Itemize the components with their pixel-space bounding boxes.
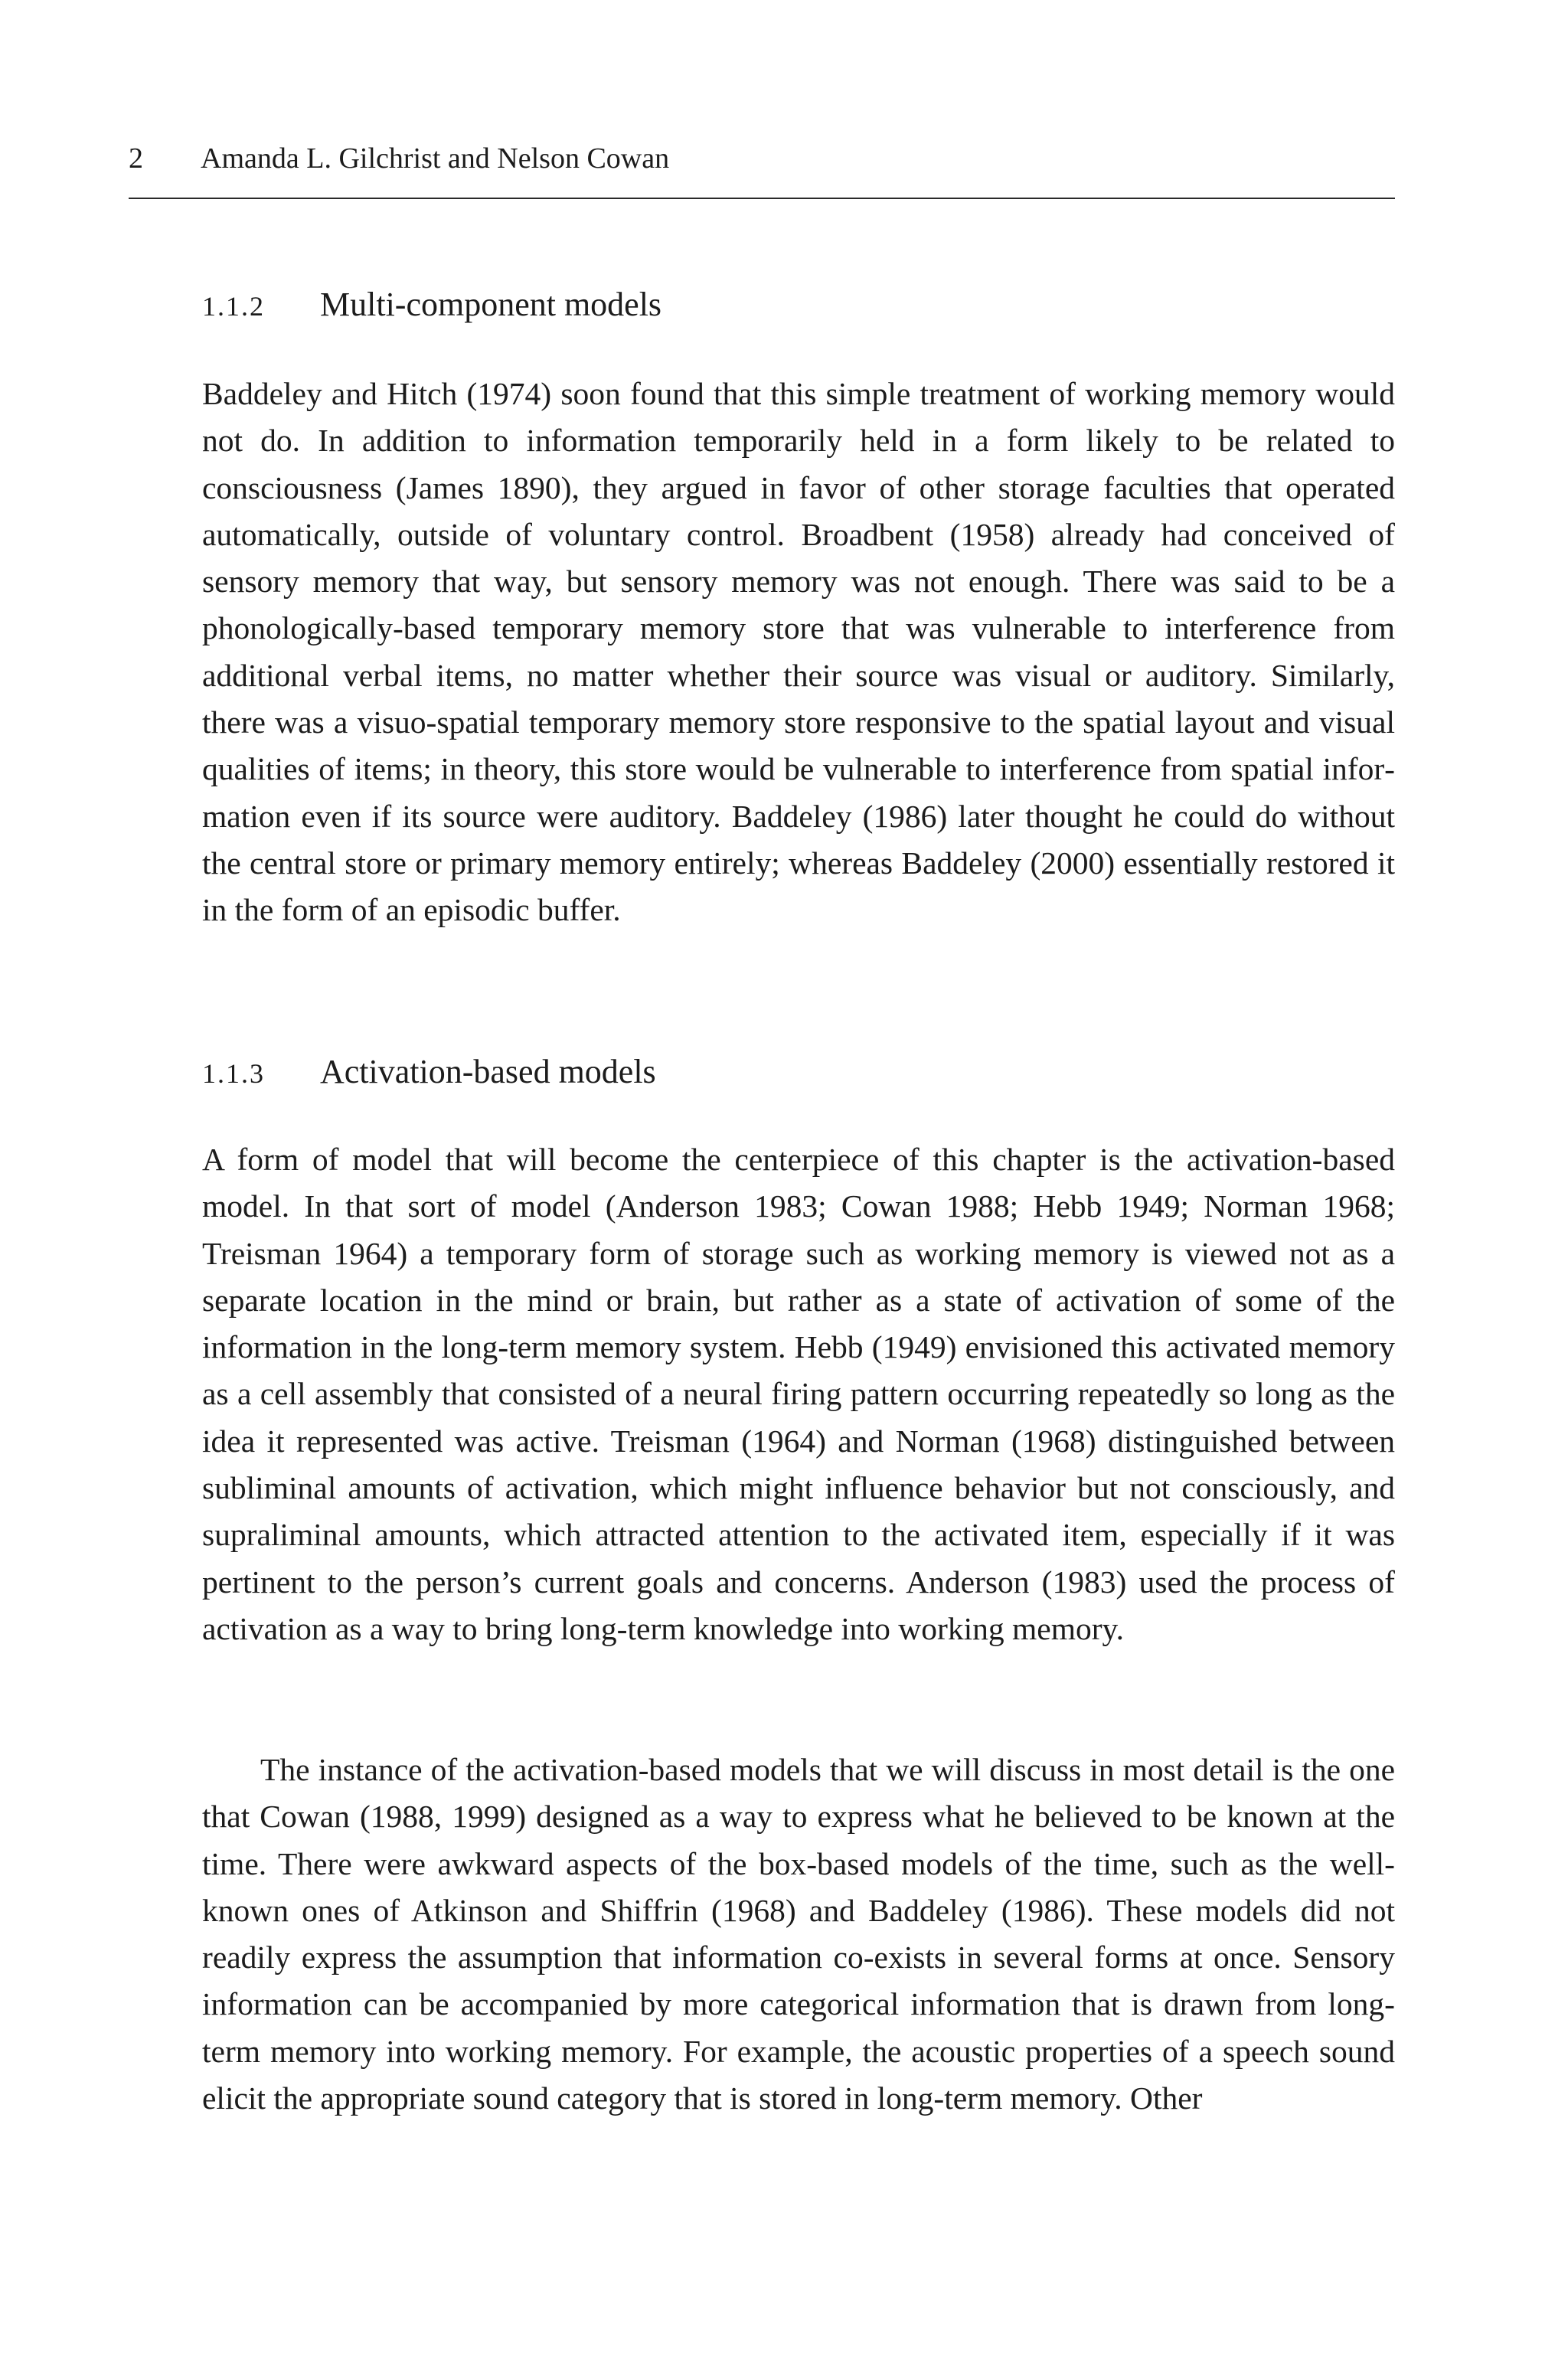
section-heading-1-1-3	[202, 1052, 656, 1093]
section-number: 1.1.3	[202, 1058, 265, 1089]
body-paragraph: A form of model that will become the centerpiece of this chapter is the activation-based model. In that sort of model (Anderson 1983; Cowan 1988; Hebb 1949; Norman 1968; Treisman 1964) a temporary form of storage such as working memory is viewed not as a separate location in the mind or brain, but rather as a state of activation of some of the information in the long-term memory system. Hebb (1949) envisioned this activated memory as a cell assembly that consisted of a neural firing pattern occurring repeatedly so long as the idea it represented was active. Treisman (1964) and Norman (1968) distinguished between subliminal amounts of activation, which might influence behavior but not consciously, and supraliminal amounts, which attracted attention to the activated item, especially if it was pertinent to the person’s current goals and concerns. Anderson (1983) used the process of activation as a way to bring long-term knowledge into working memory.	[202, 1142, 1395, 1646]
section-title: Multi-component models	[320, 286, 662, 323]
body-paragraph: The instance of the activation-based models that we will discuss in most detail is the one that Cowan (1988, 1999) designed as a way to express what he believed to be known at the time. There were awkward aspects of the box-based models of the time, such as the well-known ones of Atkinson and Shiffrin (1968) and Baddeley (1986). These models did not readily express the assumption that information co-exists in several forms at once. Sensory information can be accompanied by more categorical information that is drawn from long-term memory into working memory. For example, the acoustic properties of a speech sound elicit the appropriate sound category that is stored in long-term memory. Other	[202, 1752, 1395, 2116]
page-number: 2	[129, 142, 143, 175]
section-heading-1-1-2	[202, 285, 662, 326]
section-title: Activation-based models	[320, 1053, 656, 1090]
section-number: 1.1.2	[202, 291, 265, 322]
running-head-authors: Amanda L. Gilchrist and Nelson Cowan	[201, 142, 670, 175]
body-paragraph: Baddeley and Hitch (1974) soon found that this simple treatment of working memory would not do. In addition to information temporarily held in a form likely to be related to consciousness (James 1890), they argued in favor of other storage faculties that operated automatically, outside of voluntary control. Broadbent (1958) already had conceived of sensory memory that way, but sensory memory was not enough. There was said to be a phonologically-based temporary memory store that was vulnerable to interference from additional verbal items, no matter whether their source was visual or auditory. Similarly, there was a visuo-spatial temporary memory store responsive to the spatial layout and visual qualities of items; in theory, this store would be vulnerable to interference from spatial information even if its source were auditory. Baddeley (1986) later thought he could do without the central store or primary memory entirely; whereas Baddeley (2000) essentially restored it in the form of an episodic buffer.	[202, 376, 1395, 928]
running-head	[129, 141, 1395, 176]
header-rule	[129, 198, 1395, 199]
